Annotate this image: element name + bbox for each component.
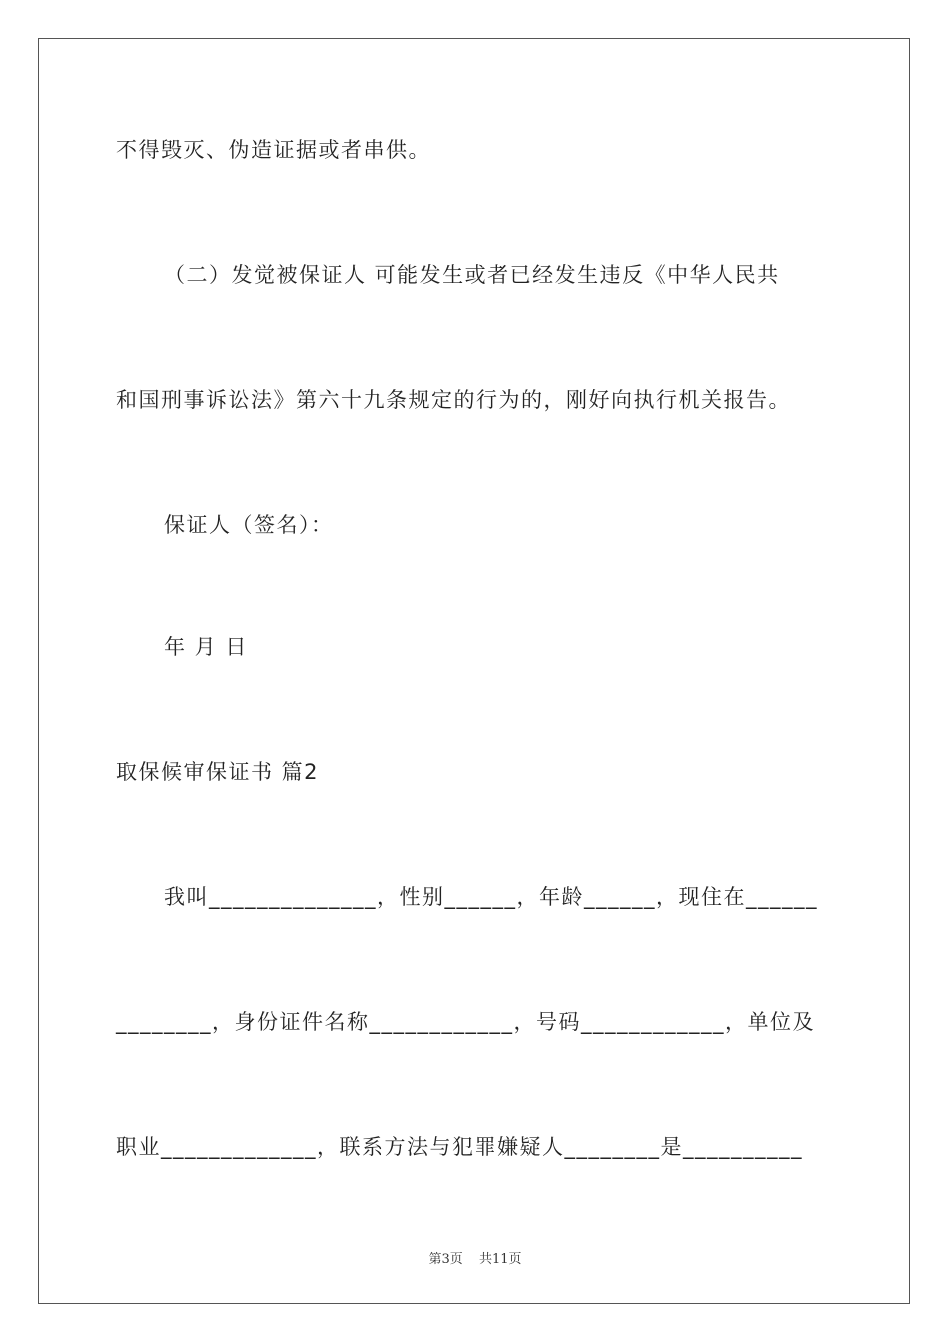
page-footer — [0, 1248, 950, 1267]
text-line-7: 我叫______________，性别______，年龄______，现住在______ — [164, 885, 818, 909]
text-line-1: 不得毁灭、伪造证据或者串供。 — [116, 138, 431, 162]
page-number: 第3页 — [428, 1252, 463, 1267]
text-line-9: 职业_____________，联系方法与犯罪嫌疑人________是__________ — [116, 1135, 803, 1159]
text-line-date: 年 月 日 — [164, 635, 248, 659]
text-line-2: （二）发觉被保证人 可能发生或者已经发生违反《中华人民共 — [164, 263, 780, 287]
section-heading: 取保候审保证书 篇2 — [116, 760, 320, 784]
text-line-guarantor-signature: 保证人（签名）： — [164, 513, 334, 537]
text-line-3: 和国刑事诉讼法》第六十九条规定的行为的，刚好向执行机关报告。 — [116, 388, 791, 412]
page-total: 共11页 — [478, 1252, 522, 1267]
text-line-8: ________，身份证件名称____________，号码____________，单位及 — [116, 1010, 815, 1034]
page-border — [38, 38, 910, 1304]
